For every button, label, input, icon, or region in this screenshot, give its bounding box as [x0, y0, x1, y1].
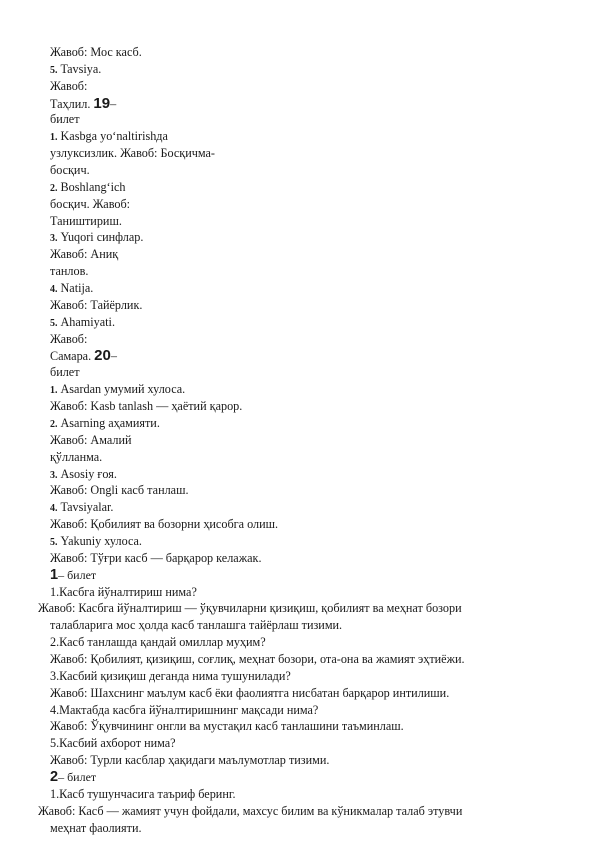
text-line: [50, 651, 465, 668]
text-line: [50, 213, 122, 230]
line-text: Жавоб: Қобилият ва бозорни ҳисобга олиш.: [50, 517, 279, 532]
line-text: 1.Касбга йўналтириш нима?: [50, 584, 197, 599]
text-line: [50, 128, 168, 146]
line-text: босқич. Жавоб:: [50, 196, 131, 211]
text-line: [50, 516, 278, 533]
text-line: [50, 415, 160, 433]
text-line: [50, 364, 80, 381]
text-line: [50, 702, 318, 719]
line-text: Kasbga yo‘naltirishда: [60, 129, 168, 144]
item-number: 1.: [50, 385, 58, 397]
line-text: қўлланма.: [50, 449, 103, 464]
text-line: [50, 668, 291, 685]
line-text: Жавоб: Мос касб.: [50, 45, 142, 59]
line-text: Жавоб: Тўғри касб — барқарор келажак.: [50, 550, 262, 565]
line-text: Жавоб: Ongli касб танлаш.: [50, 483, 189, 498]
line-text: Ahamiyati.: [60, 314, 115, 329]
text-line: [50, 44, 142, 61]
line-text: Жавоб: Шахснинг маълум касб ёки фаолиятга нисбатан барқарор интилиши.: [50, 685, 450, 700]
text-line: [50, 617, 342, 634]
dash: –: [110, 349, 117, 364]
text-line: [50, 584, 197, 601]
text-line: [50, 95, 116, 113]
dash: –: [110, 96, 117, 111]
line-text: Tavsiyalar.: [60, 500, 114, 515]
text-line: [50, 61, 101, 79]
line-text: 5.Касбий ахборот нима?: [50, 736, 176, 751]
item-number: 4.: [50, 284, 58, 296]
item-number: 3.: [50, 233, 58, 245]
text-line: [50, 718, 404, 735]
line-text: Жавоб:: [50, 78, 88, 93]
text-line: [50, 297, 142, 314]
line-text: танлов.: [50, 264, 89, 279]
text-line: [50, 280, 93, 298]
item-number: 3.: [50, 469, 58, 481]
text-line: [50, 78, 87, 95]
text-line: [50, 331, 87, 348]
text-line: [50, 347, 117, 365]
item-number: 4.: [50, 503, 58, 515]
text-line: [50, 263, 88, 280]
text-line: [50, 769, 96, 786]
text-line: [50, 314, 115, 332]
text-line: [50, 466, 117, 484]
line-text: Natija.: [60, 281, 94, 296]
line-text: Asardan умумий хулоса.: [60, 382, 186, 397]
line-text: 4.Мактабда касбга йўналтиришнинг мақсади нима?: [50, 702, 319, 717]
text-line: [50, 752, 329, 769]
item-number: 2.: [50, 418, 58, 430]
line-text: босқич.: [50, 163, 90, 178]
line-text: Самара.: [50, 349, 92, 364]
item-number: 5.: [50, 536, 58, 548]
ticket-number: 20: [94, 347, 111, 365]
line-text: – билет: [58, 769, 97, 784]
line-text: 3.Касбий қизиқиш деганда нима тушунилади?: [50, 668, 291, 683]
text-line: [50, 381, 185, 399]
line-text: Yuqori синфлар.: [60, 230, 144, 245]
line-text: Жавоб: Аниқ: [50, 247, 119, 262]
item-number: 5.: [50, 317, 58, 329]
line-text: Жавоб: Қобилият, қизиқиш, соғлиқ, меҳнат бозори, ота-она ва жамият эҳтиёжи.: [50, 651, 465, 666]
line-text: билет: [50, 112, 80, 127]
text-line: [50, 162, 90, 179]
text-line: [50, 499, 113, 517]
line-text: Жавоб: Касбга йўналтириш — ўқувчиларни қизиқиш, қобилият ва меҳнат бозори: [38, 601, 462, 616]
text-line: [50, 482, 189, 499]
line-text: Жавоб: Тайёрлик.: [50, 297, 143, 312]
item-number: 1.: [50, 132, 58, 144]
line-text: Asarning аҳамияти.: [60, 415, 160, 430]
text-line: [50, 533, 142, 551]
text-line: [50, 735, 176, 752]
line-text: Boshlang‘ich: [60, 179, 126, 194]
ticket-number: 1: [50, 566, 59, 583]
text-line: [50, 820, 142, 837]
text-line: [50, 567, 96, 584]
text-line: [50, 196, 130, 213]
text-line: [50, 111, 80, 128]
line-text: 1.Касб тушунчасига таъриф беринг.: [50, 786, 236, 801]
line-text: Жавоб: Амалий: [50, 432, 132, 447]
line-text: Жавоб:: [50, 331, 88, 346]
text-line: [50, 398, 242, 415]
ticket-number: 2: [50, 768, 59, 785]
text-line: [50, 432, 132, 449]
text-line: [50, 786, 236, 803]
line-text: Таништириш.: [50, 213, 122, 228]
line-text: Жавоб: Касб — жамият учун фойдали, махсус билим ва кўникмалар талаб этувчи: [38, 803, 463, 818]
text-line: [38, 600, 462, 617]
text-line: [50, 179, 126, 197]
line-text: Жавоб: Турли касблар ҳақидаги маълумотлар тизими.: [50, 753, 330, 768]
item-number: 2.: [50, 182, 58, 194]
text-line: [50, 229, 143, 247]
text-line: [50, 685, 449, 702]
line-text: узлуксизлик. Жавоб: Босқичма-: [50, 146, 215, 161]
line-text: Таҳлил.: [50, 96, 91, 111]
line-text: Жавоб: Ўқувчининг онгли ва мустақил касб танлашини таъминлаш.: [50, 719, 404, 734]
text-line: [38, 803, 462, 820]
item-number: 5.: [50, 64, 58, 76]
ticket-number: 19: [93, 94, 111, 112]
line-text: талабларига мос ҳолда касб танлашга тайёрлаш тизими.: [50, 618, 343, 633]
text-line: [50, 449, 102, 466]
text-line: [50, 550, 262, 567]
line-text: Yakuniy хулоса.: [60, 533, 142, 548]
text-line: [50, 246, 118, 263]
line-text: билет: [50, 365, 80, 380]
line-text: 2.Касб танлашда қандай омиллар муҳим?: [50, 635, 266, 650]
line-text: Tavsiya.: [60, 61, 102, 76]
text-line: [50, 145, 215, 162]
line-text: Asosiy ғоя.: [60, 466, 117, 481]
line-text: Жавоб: Kasb tanlash — ҳаётий қарор.: [50, 399, 243, 414]
text-line: [50, 634, 266, 651]
line-text: меҳнат фаолияти.: [50, 820, 142, 835]
line-text: – билет: [58, 567, 97, 582]
